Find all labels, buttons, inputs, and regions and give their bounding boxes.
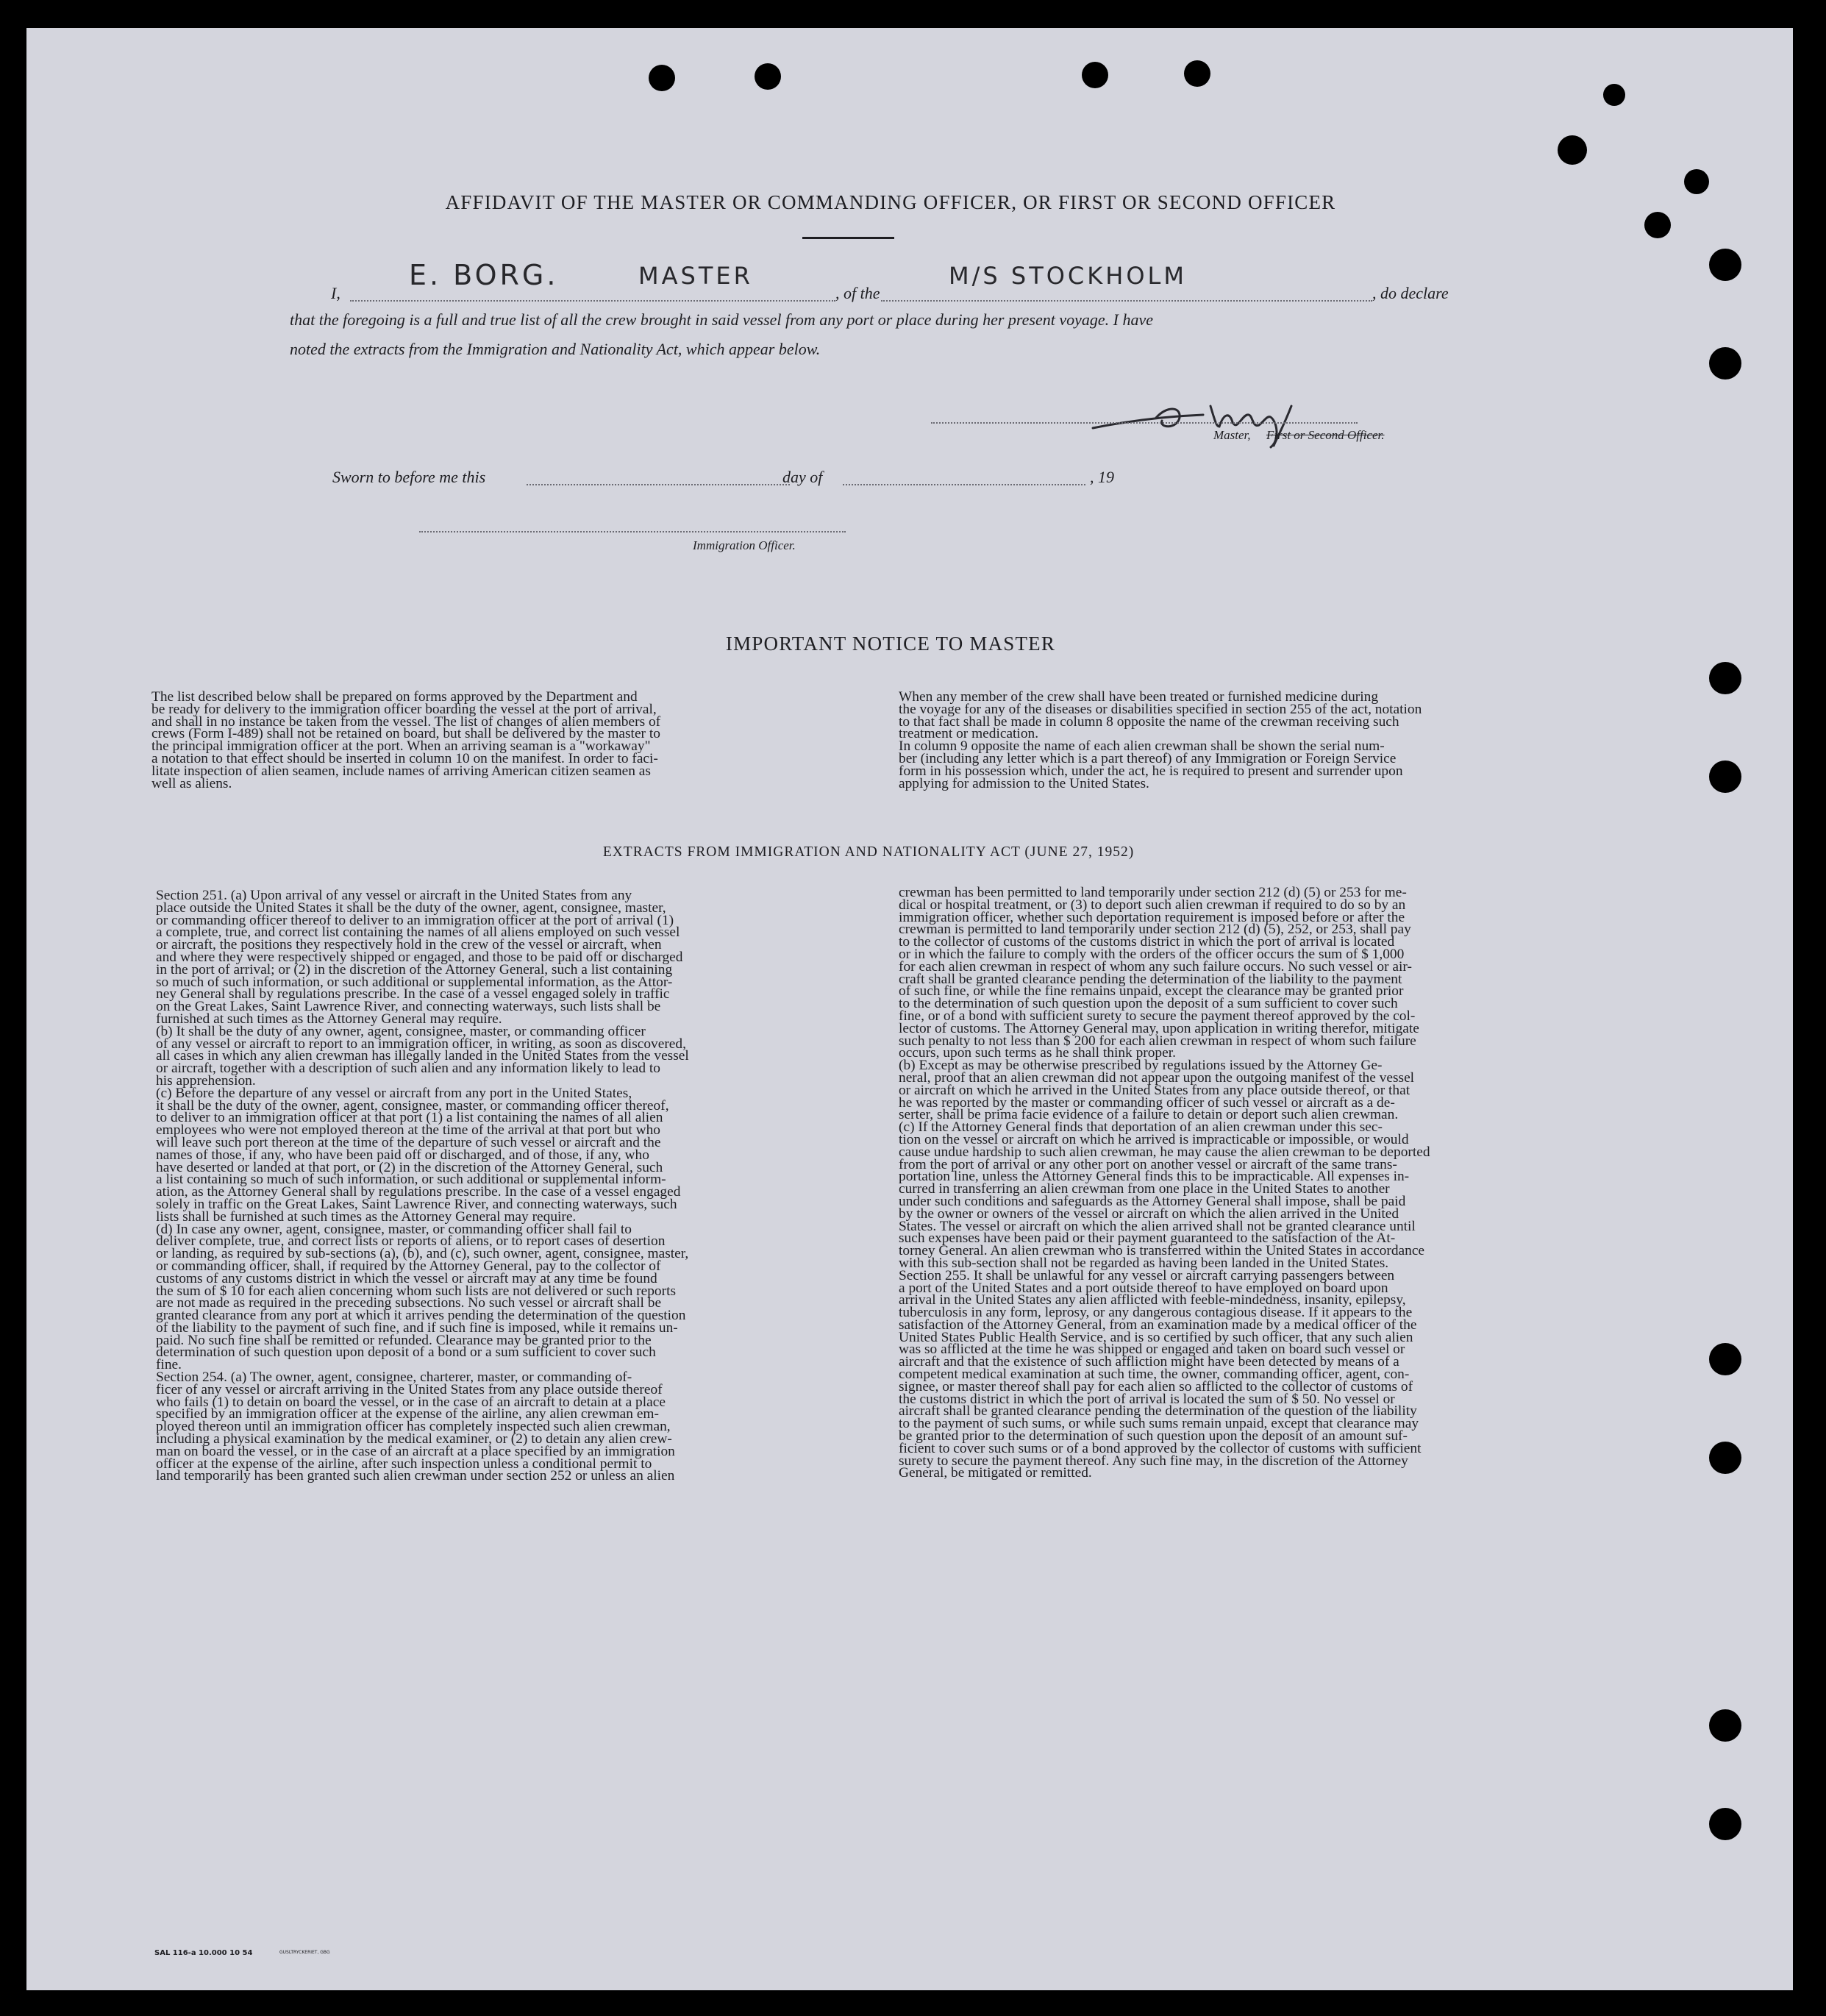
notice-right-column: When any member of the crew shall have been treated or furnished medicine during the voyage for any of the diseases or disabilities specified in section 255 of the act, notation to that fact shall be made in column 8 opposite the name of the crewman receiving such treatment or medication. In column 9 opposite the name of each alien crewman shall be shown the serial num- ber (including any letter which is a part thereof) of any Immigration or Foreign Service form in his possession which, under the act, he is required to present and surrender upon applying for admission to the United States. (899, 689, 1422, 791)
form-code: SAL 116-a 10.000 10 54 (154, 1949, 253, 1957)
punch-hole (1644, 212, 1671, 238)
punch-hole (1709, 249, 1741, 281)
i-label: I, (331, 284, 340, 302)
sworn-label: Sworn to before me this (332, 468, 486, 486)
extracts-left-column: Section 251. (a) Upon arrival of any vessel or aircraft in the United States from any place outside the United States it shall be the duty of the owner, agent, consignee, master, or commanding officer thereof to deliver to an immigration officer at the port of arrival (1) a complete, true, and correct list containing the names of all aliens employed on such vessel or aircraft, the positions they respectively hold in the crew of the vessel or aircraft, when and where they were respectively shipped or engaged, and those to be paid off or discharged in the port of arrival; or (2) in the discretion of the Attorney General, such a list containing so much of such information, or such additional or supplemental information, as the Attor- ney General shall by regulations prescribe. In the case of a vessel engaged solely in traffic on the Great Lakes, Saint Lawrence River, and connecting waterways, such lists shall be furnished at such times as the Attorney General may require. (b) It shall be the duty of any owner, agent, consignee, master, or commanding officer of any vessel or aircraft to report to an immigration officer, in writing, as soon as discovered, all cases in which any alien crewman has illegally landed in the United States from the vessel or aircraft, together with a description of such alien and any information likely to lead to his apprehension. (c) Before the departure of any vessel or aircraft from any port in the United States, it shall be the duty of the owner, agent, consignee, master, or commanding officer thereof, to deliver to an immigration officer at that port (1) a list containing the names of all alien employees who were not employed thereon at the time of the arrival at that port but who will leave such port thereon at the time of the departure of such vessel or aircraft and the names of those, if any, who have been paid off or discharged, and of those, if any, who have deserted or landed at that port, or (2) in the discretion of the Attorney General, such a list containing so much of such information, or such additional or supplemental inform- ation, as the Attorney General shall by regulations prescribe. In the case of a vessel engaged solely in traffic on the Great Lakes, Saint Lawrence River, and connecting waterways, such lists shall be furnished at such times as the Attorney General may require. (d) In case any owner, agent, consignee, master, or commanding officer shall fail to deliver complete, true, and correct lists or reports of aliens, or to report cases of desertion or landing, as required by sub-sections (a), (b), and (c), such owner, agent, consignee, master, or commanding officer, shall, if required by the Attorney General, pay to the collector of customs of any customs district in which the vessel or aircraft may at any time be found the sum of $ 10 for each alien concerning whom such lists are not delivered or such reports are not made as required in the preceding subsections. No such vessel or aircraft shall be granted clearance from any port at which it arrives pending the determination of the question of the liability to the payment of such fine, and if such fine is imposed, while it remains un- paid. No such fine shall be remitted or refunded. Clearance may be granted prior to the determination of such question upon deposit of a bond or a sum sufficient to cover such fine. Section 254. (a) The owner, agent, consignee, charterer, master, or commanding of- ficer of any vessel or aircraft arriving in the United States from any place outside thereof who fails (1) to detain on board the vessel, or in the case of an aircraft to detain at a place specified by an immigration officer at the expense of the airline, any alien crewman em- ployed thereon until an immigration officer has completely inspected such alien crewman, including a physical examination by the medical examiner, or (2) to detain any alien crew- man on board the vessel, or in the case of an aircraft at a place specified by an immigration officer at the expense of the airline, after such inspection unless a conditional permit to land temporarily has been granted such alien crewman under section 252 or unless an alien (156, 888, 689, 1484)
do-declare-label: , do declare (1372, 284, 1449, 302)
signature-line (931, 422, 1358, 424)
printer-mark: GUSLTRYCKERIET, GBG (279, 1950, 330, 1955)
punch-hole (1709, 1442, 1741, 1474)
punch-hole (1709, 1343, 1741, 1375)
declaration-line-2: that the foregoing is a full and true list of all the crew brought in said vessel from any port or place during her present voyage. I have (290, 310, 1154, 329)
master-rank-handwritten: MASTER (638, 262, 753, 290)
extracts-right-column: crewman has been permitted to land temporarily under section 212 (d) (5) or 253 for me- dical or hospital treatment, or (3) to deport such alien crewman if required to do so by an immigration officer, whether such deportation requirement is imposed before or after the crewman is permitted to land temporarily under section 212 (d) (5), 252, or 253, shall pay to the collector of customs of the customs district in which the port of arrival is located or in which the failure to comply with the orders of the officer occurs the sum of $ 1,000 for each alien crewman in respect of whom any such failure occurs. No such vessel or air- craft shall be granted clearance pending the determination of the liability to the payment of such fine, or while the fine remains unpaid, except the clearance may be granted prior to the determination of such question upon the deposit of a sum sufficient to cover such fine, or of a bond with sufficient surety to secure the payment thereof approved by the col- lector of customs. The Attorney General may, upon application in writing therefor, mitigate such penalty to not less than $ 200 for each alien crewman in respect of whom such failure occurs, upon such terms as he shall think proper. (b) Except as may be otherwise prescribed by regulations issued by the Attorney Ge- neral, proof that an alien crewman did not appear upon the outgoing manifest of the vessel or aircraft on which he arrived in the United States from any place outside thereof, or that he was reported by the master or commanding officer of such vessel or aircraft as a de- serter, shall be prima facie evidence of a failure to detain or deport such alien crewman. (c) If the Attorney General finds that deportation of an alien crewman under this sec- tion on the vessel or aircraft on which he arrived is impracticable or impossible, or would cause undue hardship to such alien crewman, he may cause the alien crewman to be deported from the port of arrival or any other port on another vessel or aircraft of the same trans- portation line, unless the Attorney General finds this to be impracticable. All expenses in- curred in transferring an alien crewman from one place in the United States to another under such conditions and safeguards as the Attorney General shall impose, shall be paid by the owner or owners of the vessel or aircraft on which the alien arrived in the United States. The vessel or aircraft on which the alien arrived shall not be granted clearance until such expenses have been paid or their payment guaranteed to the satisfaction of the At- torney General. An alien crewman who is transferred within the United States in accordance with this sub-section shall not be regarded as having been landed in the United States. Section 255. It shall be unlawful for any vessel or aircraft carrying passengers between a port of the United States and a port outside thereof to have employed on board upon arrival in the United States any alien afflicted with feeble-mindedness, insanity, epilepsy, tuberculosis in any form, leprosy, or any dangerous contagious disease. If it appears to the satisfaction of the Attorney General, from an examination made by a medical officer of the United States Public Health Service, and is so certified by such officer, that any such alien was so afflicted at the time he was shipped or engaged and taken on board such vessel or aircraft and that the existence of such affliction might have been detected by means of a competent medical examination at such time, the owner, commanding officer, agent, con- signee, or master thereof shall pay for each alien so afflicted to the collector of customs of the customs district in which the port of arrival is located the sum of $ 50. No vessel or aircraft shall be granted clearance pending the determination of the question of the liability to the payment of such sums, or while such sums remain unpaid, except that clearance may be granted prior to the determination of such question upon the deposit of an amount suf- ficient to cover such sums or of a bond approved by the collector of customs with sufficient surety to secure the payment thereof. Any such fine may, in the discretion of the Attorney General, be mitigated or remitted. (899, 885, 1430, 1481)
declaration-line-3: noted the extracts from the Immigration and Nationality Act, which appear below. (290, 340, 821, 358)
vessel-name-handwritten: M/S STOCKHOLM (949, 262, 1187, 290)
sworn-month-line (843, 484, 1085, 485)
notice-left-column: The list described below shall be prepared on forms approved by the Department and be ready for delivery to the immigration officer boarding the vessel at the port of arrival, and shall in no instance be taken from the vessel. The list of changes of alien members of crews (Form I-489) shall not be retained on board, but shall be delivered by the master to the principal immigration officer at the port. When an arriving seaman is a "workaway" a notation to that effect should be inserted in column 10 on the manifest. In order to faci- litate inspection of alien seamen, include names of arriving American citizen seamen as well as aliens. (151, 689, 661, 791)
punch-hole (1684, 169, 1709, 194)
punch-hole (1709, 662, 1741, 694)
punch-hole (755, 63, 781, 90)
signature-role-struck: First or Second Officer. (1266, 428, 1385, 442)
of-the-label: , of the (835, 284, 880, 302)
punch-hole (1558, 135, 1587, 165)
title-rule (802, 237, 894, 239)
name-field-line (350, 300, 835, 302)
punch-hole (1709, 347, 1741, 380)
punch-hole (1709, 1808, 1741, 1840)
punch-hole (1709, 761, 1741, 793)
notice-title: IMPORTANT NOTICE TO MASTER (725, 633, 1056, 655)
extracts-title: EXTRACTS FROM IMMIGRATION AND NATIONALITY ACT (JUNE 27, 1952) (602, 844, 1135, 860)
year-prefix: , 19 (1090, 468, 1114, 486)
punch-hole (649, 65, 675, 91)
signature-role-master: Master, (1213, 428, 1251, 442)
document-page (26, 28, 1793, 1990)
punch-hole (1709, 1709, 1741, 1742)
vessel-field-line (881, 300, 1372, 302)
punch-hole (1603, 84, 1625, 106)
punch-hole (1082, 62, 1108, 88)
affidavit-title: AFFIDAVIT OF THE MASTER OR COMMANDING OFFICER, OR FIRST OR SECOND OFFICER (445, 191, 1336, 213)
punch-hole (1184, 60, 1210, 87)
immigration-officer-line (419, 531, 846, 533)
master-name-handwritten: E. BORG. (409, 259, 559, 291)
immigration-officer-label: Immigration Officer. (693, 538, 796, 552)
sworn-day-line (527, 484, 790, 485)
day-of-label: day of (782, 468, 823, 486)
